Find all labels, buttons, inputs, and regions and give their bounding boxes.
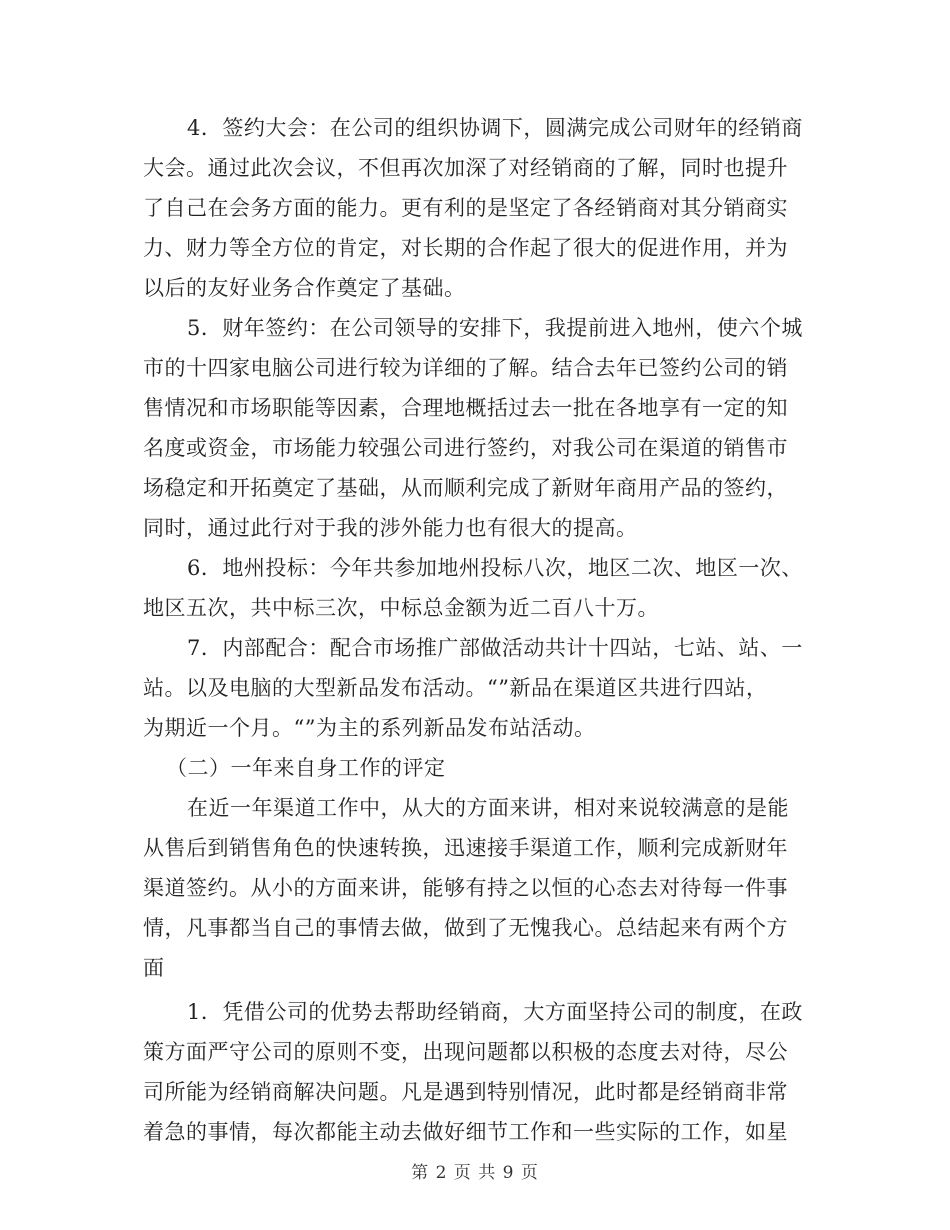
point-1-line-1: 1．凭借公司的优势去帮助经销商，大方面坚持公司的制度，在政	[187, 1000, 803, 1024]
paragraph-6-line-1: 6．地州投标：今年共参加地州投标八次，地区二次、地区一次、	[187, 556, 803, 580]
paragraph-5-line-6: 同时，通过此行对于我的涉外能力也有很大的提高。	[143, 516, 638, 540]
paragraph-7-line-3: 为期近一个月。“”为主的系列新品发布站活动。	[143, 716, 596, 740]
paragraph-4-line-5: 以后的友好业务合作奠定了基础。	[143, 276, 466, 300]
point-1-line-4: 着急的事情，每次都能主动去做好细节工作和一些实际的工作，如星	[143, 1120, 788, 1144]
evaluation-line-5: 面	[143, 956, 165, 980]
point-1-line-2: 策方面严守公司的原则不变，出现问题都以积极的态度去对待，尽公	[143, 1040, 788, 1064]
paragraph-5-line-1: 5．财年签约：在公司领导的安排下，我提前进入地州，使六个城	[187, 316, 803, 340]
paragraph-4-line-1: 4．签约大会：在公司的组织协调下，圆满完成公司财年的经销商	[187, 116, 803, 140]
paragraph-5-line-2: 市的十四家电脑公司进行较为详细的了解。结合去年已签约公司的销	[143, 356, 788, 380]
paragraph-5-line-3: 售情况和市场职能等因素，合理地概括过去一批在各地享有一定的知	[143, 396, 788, 420]
paragraph-5-line-4: 名度或资金，市场能力较强公司进行签约，对我公司在渠道的销售市	[143, 436, 788, 460]
paragraph-4-line-3: 了自己在会务方面的能力。更有利的是坚定了各经销商对其分销商实	[143, 196, 788, 220]
paragraph-5-line-5: 场稳定和开拓奠定了基础，从而顺利完成了新财年商用产品的签约，	[143, 476, 788, 500]
paragraph-7-line-2: 站。以及电脑的大型新品发布活动。“”新品在渠道区共进行四站，	[143, 676, 768, 700]
paragraph-7-line-1: 7．内部配合：配合市场推广部做活动共计十四站，七站、站、一	[187, 636, 803, 660]
paragraph-6-line-2: 地区五次，共中标三次，中标总金额为近二百八十万。	[143, 596, 659, 620]
page-number-footer: 第 2 页 共 9 页	[411, 1163, 539, 1183]
evaluation-line-3: 渠道签约。从小的方面来讲，能够有持之以恒的心态去对待每一件事	[143, 876, 788, 900]
section-heading: （二）一年来自身工作的评定	[166, 756, 446, 780]
paragraph-4-line-2: 大会。通过此次会议，不但再次加深了对经销商的了解，同时也提升	[143, 156, 788, 180]
paragraph-4-line-4: 力、财力等全方位的肯定，对长期的合作起了很大的促进作用，并为	[143, 236, 788, 260]
evaluation-line-2: 从售后到销售角色的快速转换，迅速接手渠道工作，顺利完成新财年	[143, 836, 788, 860]
evaluation-line-4: 情，凡事都当自己的事情去做，做到了无愧我心。总结起来有两个方	[143, 916, 788, 940]
point-1-line-3: 司所能为经销商解决问题。凡是遇到特别情况，此时都是经销商非常	[143, 1080, 788, 1104]
evaluation-line-1: 在近一年渠道工作中，从大的方面来讲，相对来说较满意的是能	[187, 796, 789, 820]
